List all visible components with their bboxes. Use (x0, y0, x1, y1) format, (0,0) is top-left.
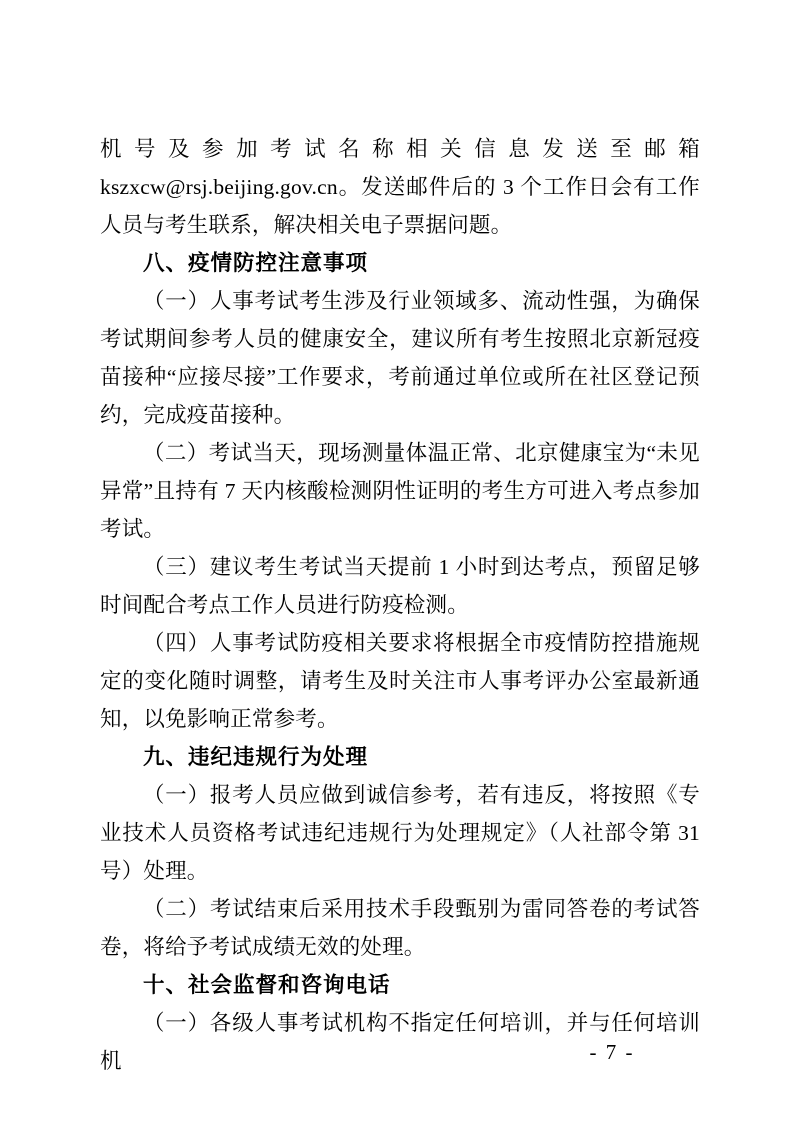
heading-violation-handling: 九、违纪违规行为处理 (143, 745, 369, 769)
para-email-contact-text: 机号及参加考试名称相关信息发送至邮箱kszxcw@rsj.beijing.gov.cn。发送邮件后的 3 个工作日会有工作人员与考生联系，解决相关电子票据问题。 (100, 137, 700, 237)
para-10-1: （一）各级人事考试机构不指定任何培训，并与任何培训机 (100, 1011, 700, 1073)
para-9-2: （二）考试结束后采用技术手段甄别为雷同答卷的考试答卷，将给予考试成绩无效的处理。 (100, 897, 700, 959)
document-body (100, 130, 700, 1080)
page-number-text: - 7 - (589, 1040, 635, 1064)
para-8-3: （三）建议考生考试当天提前 1 小时到达考点，预留足够时间配合考点工作人员进行防疫检测。 (100, 555, 700, 617)
page-footer (0, 1040, 794, 1065)
para-8-1: （一）人事考试考生涉及行业领域多、流动性强，为确保考试期间参考人员的健康安全，建议所有考生按照北京新冠疫苗接种“应接尽接”工作要求，考前通过单位或所在社区登记预约，完成疫苗接种。 (100, 289, 700, 427)
para-8-2: （二）考试当天，现场测量体温正常、北京健康宝为“未见异常”且持有 7 天内核酸检测阴性证明的考生方可进入考点参加考试。 (100, 441, 700, 541)
para-9-1: （一）报考人员应做到诚信参考，若有违反，将按照《专业技术人员资格考试违纪违规行为处理规定》（人社部令第 31 号）处理。 (100, 783, 700, 883)
para-8-4: （四）人事考试防疫相关要求将根据全市疫情防控措施规定的变化随时调整，请考生及时关注市人事考评办公室最新通知，以免影响正常参考。 (100, 631, 700, 731)
heading-supervision-phone: 十、社会监督和咨询电话 (143, 973, 391, 997)
heading-epidemic-prevention: 八、疫情防控注意事项 (143, 251, 369, 275)
page-number (160, 1040, 635, 1064)
para-email-contact (100, 130, 700, 244)
